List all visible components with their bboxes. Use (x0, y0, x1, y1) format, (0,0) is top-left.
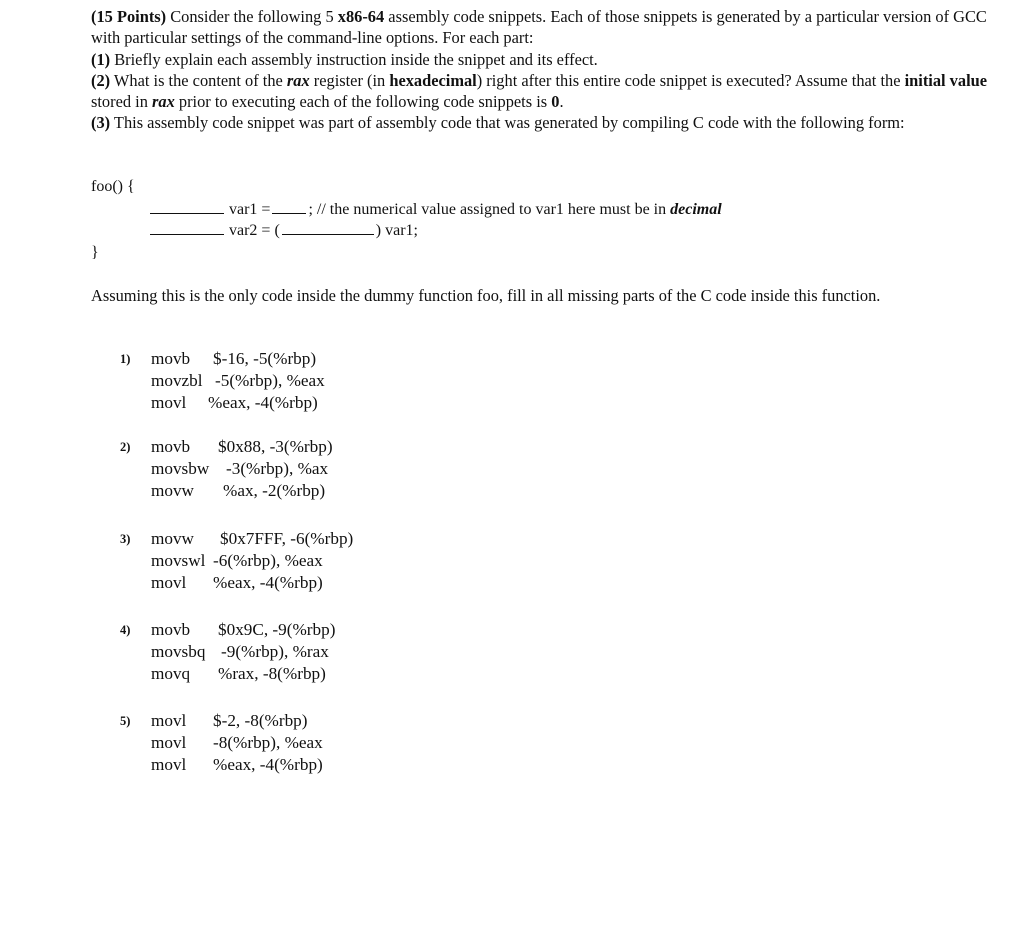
points-label: (15 Points) (91, 7, 167, 26)
asm-line (151, 619, 335, 642)
asm-op: movl (151, 733, 187, 752)
asm-args: -5(%rbp), %eax (215, 371, 325, 390)
asm-op: movw (151, 529, 194, 548)
snippet-number: 4) (120, 623, 131, 637)
asm-args: $0x88, -3(%rbp) (218, 437, 333, 456)
asm-args: -3(%rbp), %ax (226, 459, 329, 478)
part-1: (1) Briefly explain each assembly instruction inside the snippet and its effect. (91, 49, 598, 69)
snippet-number: 2) (120, 440, 131, 454)
asm-line (151, 641, 329, 664)
part-3: (3) This assembly code snippet was part of assembly code that was generated by compiling C code with the following form: (91, 113, 905, 133)
asm-args: $0x7FFF, -6(%rbp) (220, 529, 354, 548)
asm-op: movl (151, 573, 187, 592)
foo-open: foo() { (91, 178, 135, 195)
asm-args: $0x9C, -9(%rbp) (218, 620, 336, 639)
snippet-number: 3) (120, 532, 131, 546)
foo-close: } (91, 244, 99, 261)
asm-args: %rax, -8(%rbp) (218, 664, 326, 683)
asm-op: movl (151, 755, 187, 774)
asm-line (151, 710, 308, 733)
asm-op: movsbw (151, 459, 210, 478)
asm-op: movb (151, 620, 191, 639)
var1-line: var1 = ; // the numerical value assigned to var1 here must be in decimal (150, 201, 722, 219)
asm-op: movsbq (151, 642, 206, 661)
asm-line (151, 458, 328, 481)
asm-line (151, 754, 323, 777)
asm-op: movswl (151, 551, 206, 570)
asm-line (151, 550, 323, 573)
asm-args: -9(%rbp), %rax (221, 642, 329, 661)
asm-line (151, 436, 333, 459)
asm-op: movq (151, 664, 191, 683)
question-intro (91, 6, 991, 134)
asm-args: %eax, -4(%rbp) (208, 393, 318, 412)
asm-args: %eax, -4(%rbp) (213, 755, 323, 774)
asm-args: %eax, -4(%rbp) (213, 573, 323, 592)
asm-line (151, 480, 325, 503)
arch-label: x86-64 (337, 7, 385, 26)
snippet-number: 5) (120, 714, 131, 728)
asm-op: movl (151, 711, 187, 730)
asm-args: $-16, -5(%rbp) (213, 349, 317, 368)
asm-line (151, 348, 316, 371)
asm-line (151, 572, 323, 595)
var2-type-blank (150, 222, 224, 235)
asm-line (151, 370, 325, 393)
asm-op: movzbl (151, 371, 203, 390)
asm-line (151, 392, 318, 415)
asm-line (151, 732, 323, 755)
asm-op: movb (151, 437, 191, 456)
var2-line: var2 = ( ) var1; (150, 222, 418, 240)
assume-text: Assuming this is the only code inside the dummy function foo, fill in all missing parts of the C code inside this function. (91, 286, 881, 305)
asm-args: %ax, -2(%rbp) (223, 481, 326, 500)
asm-line (151, 528, 353, 551)
asm-args: $-2, -8(%rbp) (213, 711, 308, 730)
snippet-number: 1) (120, 352, 131, 366)
var2-cast-blank (282, 222, 374, 235)
asm-line (151, 663, 326, 686)
part-2: (2) What is the content of the rax register (in hexadecimal) right after this entire code snippet is executed? Assume that the initial value stored in rax prior to executing each of the following code snippets is 0. (91, 70, 988, 112)
asm-op: movb (151, 349, 191, 368)
var1-value-blank (272, 201, 306, 214)
var1-type-blank (150, 201, 224, 214)
asm-args: -6(%rbp), %eax (213, 551, 323, 570)
asm-args: -8(%rbp), %eax (213, 733, 323, 752)
asm-op: movw (151, 481, 194, 500)
asm-op: movl (151, 393, 187, 412)
question-header: (15 Points) Consider the following 5 x86-64 assembly code snippets. Each of those snippets is generated by a particular version of GCC with particular settings of the command-line options. For each part: (91, 7, 987, 48)
